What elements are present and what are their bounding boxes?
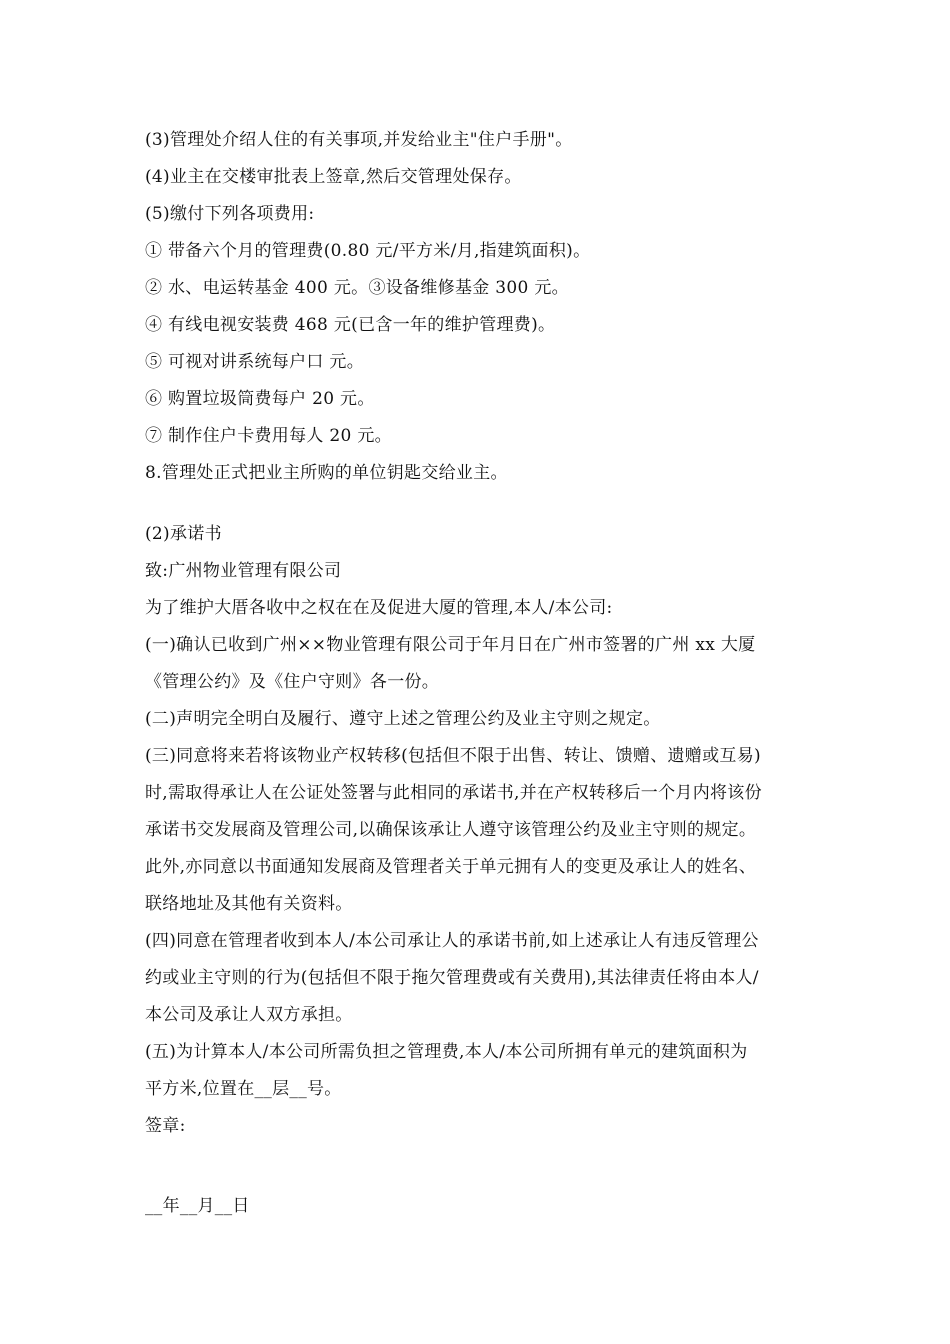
addressee: 致:广州物业管理有限公司 [145,561,342,581]
text-line: 时,需取得承让人在公证处签署与此相同的承诺书,并在产权转移后一个月内将该份 [145,783,762,803]
text-line: ② 水、电运转基金 400 元。③设备维修基金 300 元。 [145,278,569,298]
text-line: 约或业主守则的行为(包括但不限于拖欠管理费或有关费用),其法律责任将由本人/ [145,968,759,988]
text-line: 《管理公约》及《住户守则》各一份。 [145,672,440,692]
text-line: 承诺书交发展商及管理公司,以确保该承让人遵守该管理公约及业主守则的规定。 [145,820,757,840]
signature-label: 签章: [145,1116,186,1136]
text-line: 平方米,位置在__层__号。 [145,1079,342,1099]
text-line: ④ 有线电视安装费 468 元(已含一年的维护管理费)。 [145,315,556,335]
section-heading: (2)承诺书 [145,524,222,544]
text-line: ⑥ 购置垃圾筒费每户 20 元。 [145,389,375,409]
text-line: 本公司及承让人双方承担。 [145,1005,353,1025]
text-line: (3)管理处介绍人住的有关事项,并发给业主"住户手册"。 [145,130,573,150]
text-line: (4)业主在交楼审批表上签章,然后交管理处保存。 [145,167,522,187]
text-line: (二)声明完全明白及履行、遵守上述之管理公约及业主守则之规定。 [145,709,661,729]
text-line: (四)同意在管理者收到本人/本公司承让人的承诺书前,如上述承让人有违反管理公 [145,931,759,951]
text-line: (五)为计算本人/本公司所需负担之管理费,本人/本公司所拥有单元的建筑面积为 [145,1042,748,1062]
text-line: 为了维护大厝各收中之权在在及促进大厦的管理,本人/本公司: [145,598,613,618]
text-line: (三)同意将来若将该物业产权转移(包括但不限于出售、转让、馈赠、遗赠或互易) [145,746,761,766]
date-line: __年__月__日 [145,1196,250,1216]
text-line: ⑦ 制作住户卡费用每人 20 元。 [145,426,392,446]
text-line: ⑤ 可视对讲系统每户口 元。 [145,352,365,372]
text-line: 联络地址及其他有关资料。 [145,894,353,914]
text-line: 8.管理处正式把业主所购的单位钥匙交给业主。 [145,463,508,483]
text-line: (一)确认已收到广州××物业管理有限公司于年月日在广州市签署的广州 xx 大厦 [145,635,756,655]
text-line: (5)缴付下列各项费用: [145,204,315,224]
text-line: 此外,亦同意以书面通知发展商及管理者关于单元拥有人的变更及承让人的姓名、 [145,857,757,877]
text-line: ① 带备六个月的管理费(0.80 元/平方米/月,指建筑面积)。 [145,241,591,261]
